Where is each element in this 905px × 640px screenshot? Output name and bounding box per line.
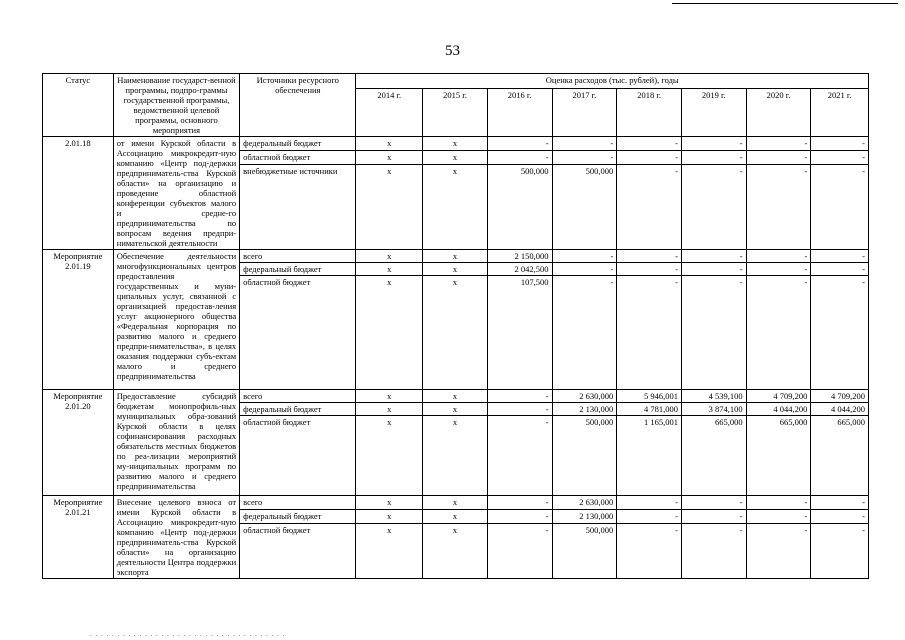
value-cell: 4 044,200 (746, 403, 811, 416)
value-cell: - (746, 510, 811, 524)
value-cell: x (423, 276, 488, 390)
value-cell: x (356, 416, 423, 496)
value-cell: x (356, 276, 423, 390)
source-cell: всего (240, 250, 356, 263)
value-cell: x (356, 390, 423, 403)
value-cell: - (617, 164, 682, 249)
source-cell: областной бюджет (240, 416, 356, 496)
value-cell: - (681, 510, 746, 524)
value-cell: x (423, 150, 488, 164)
value-cell: 2 630,000 (552, 496, 617, 510)
value-cell: - (681, 164, 746, 249)
status-cell: Мероприятие 2.01.19 (43, 250, 114, 390)
year-header: 2021 г. (811, 89, 869, 137)
value-cell: 500,000 (552, 164, 617, 249)
value-cell: - (617, 263, 682, 276)
value-cell: - (552, 276, 617, 390)
value-cell: x (356, 510, 423, 524)
measure-name-cell: Обеспечение деятельности многофункциональных центров предоставления государственных и муни-ципальных услуг, связанной с организацией предостав-ления услуг акционерного общества «Федеральная корпорация по развитию малого и среднего предпри-нимательства», в целях оказания поддержки субъ-ектам малого и среднего предпринимательства (113, 250, 239, 390)
table-row (43, 250, 869, 263)
value-cell: 500,000 (487, 164, 552, 249)
top-rule (672, 3, 898, 4)
value-cell: x (423, 390, 488, 403)
value-cell: x (356, 403, 423, 416)
name-header: Наименование государст-венной программы, подпро-граммы государственной программы, ведомственной целевой программы, основного мероприятия (113, 74, 239, 137)
value-cell: - (552, 137, 617, 151)
year-header: 2017 г. (552, 89, 617, 137)
value-cell: - (487, 137, 552, 151)
value-cell: - (617, 150, 682, 164)
value-cell: - (811, 496, 869, 510)
value-cell: - (487, 496, 552, 510)
value-cell: 2 630,000 (552, 390, 617, 403)
scan-artifact: . . . . . . . . . . . . . . . . . . . . . . . . . . . . . . . . . . . . (90, 630, 286, 638)
value-cell: x (423, 416, 488, 496)
source-cell: внебюджетные источники (240, 164, 356, 249)
year-header: 2020 г. (746, 89, 811, 137)
value-cell: 2 130,000 (552, 403, 617, 416)
value-cell: x (356, 137, 423, 151)
budget-table (42, 73, 869, 579)
value-cell: 1 165,001 (617, 416, 682, 496)
source-cell: федеральный бюджет (240, 510, 356, 524)
value-cell: x (423, 137, 488, 151)
value-cell: - (617, 276, 682, 390)
value-cell: - (811, 276, 869, 390)
source-cell: областной бюджет (240, 524, 356, 579)
value-cell: - (681, 250, 746, 263)
table-row (43, 137, 869, 151)
value-cell: - (811, 510, 869, 524)
value-cell: 665,000 (681, 416, 746, 496)
status-header: Статус (43, 74, 114, 137)
value-cell: 665,000 (811, 416, 869, 496)
value-cell: - (746, 250, 811, 263)
value-cell: x (356, 150, 423, 164)
value-cell: 4 044,200 (811, 403, 869, 416)
value-cell: - (487, 150, 552, 164)
value-cell: - (487, 416, 552, 496)
measure-name-cell: Предоставление субсидий бюджетам монопрофиль-ных муниципальных обра-зований Курской области в целях софинансирования расходных обязательств местных бюджетов по реа-лизации мероприятий му-ниципальных программ по развитию малого и среднего предпринимательства (113, 390, 239, 496)
sources-header: Источники ресурсного обеспечения (240, 74, 356, 137)
source-cell: федеральный бюджет (240, 403, 356, 416)
header-row (43, 74, 869, 89)
value-cell: 4 781,000 (617, 403, 682, 416)
value-cell: x (356, 250, 423, 263)
value-cell: x (356, 496, 423, 510)
value-cell: x (356, 164, 423, 249)
value-cell: - (617, 496, 682, 510)
value-cell: 4 709,200 (811, 390, 869, 403)
value-cell: - (811, 150, 869, 164)
value-cell: x (356, 524, 423, 579)
value-cell: - (746, 150, 811, 164)
value-cell: 500,000 (552, 416, 617, 496)
year-header: 2019 г. (681, 89, 746, 137)
source-cell: областной бюджет (240, 276, 356, 390)
year-header: 2016 г. (487, 89, 552, 137)
source-cell: областной бюджет (240, 150, 356, 164)
value-cell: - (617, 524, 682, 579)
value-cell: - (811, 250, 869, 263)
page-number: 53 (445, 43, 460, 59)
table-row (43, 496, 869, 510)
source-cell: федеральный бюджет (240, 263, 356, 276)
value-cell: 107,500 (487, 276, 552, 390)
value-cell: x (423, 496, 488, 510)
value-cell: - (552, 250, 617, 263)
value-cell: - (487, 403, 552, 416)
value-cell: - (746, 164, 811, 249)
value-cell: x (423, 510, 488, 524)
value-cell: - (681, 137, 746, 151)
value-cell: - (487, 390, 552, 403)
value-cell: 5 946,001 (617, 390, 682, 403)
value-cell: - (552, 263, 617, 276)
value-cell: - (681, 263, 746, 276)
table-row (43, 390, 869, 403)
value-cell: - (617, 137, 682, 151)
value-cell: - (617, 250, 682, 263)
value-cell: - (617, 510, 682, 524)
value-cell: - (746, 137, 811, 151)
value-cell: 4 539,100 (681, 390, 746, 403)
value-cell: - (681, 496, 746, 510)
status-cell: Мероприятие 2.01.20 (43, 390, 114, 496)
value-cell: x (423, 524, 488, 579)
value-cell: - (811, 524, 869, 579)
value-cell: x (356, 263, 423, 276)
status-cell: Мероприятие 2.01.21 (43, 496, 114, 579)
value-cell: 665,000 (746, 416, 811, 496)
value-cell: - (681, 276, 746, 390)
value-cell: - (811, 263, 869, 276)
value-cell: 2 130,000 (552, 510, 617, 524)
measure-name-cell: от имени Курской области в Ассоциацию микрокредит-ную компанию «Центр под-держки предприниматель-ства Курской области» на организацию и проведение областной конференции субъектов малого и средне-го предпринимательства по вопросам ведения предпри-нимательской деятельности (113, 137, 239, 250)
source-cell: всего (240, 496, 356, 510)
table-body (43, 137, 869, 579)
value-cell: - (552, 150, 617, 164)
value-cell: - (811, 137, 869, 151)
value-cell: - (746, 496, 811, 510)
value-cell: 3 874,100 (681, 403, 746, 416)
value-cell: 2 042,500 (487, 263, 552, 276)
year-header: 2015 г. (423, 89, 488, 137)
value-cell: - (746, 524, 811, 579)
value-cell: x (423, 250, 488, 263)
value-cell: x (423, 403, 488, 416)
value-cell: - (681, 150, 746, 164)
measure-name-cell: Внесение целевого взноса от имени Курской области в Ассоциацию микрокредит-ную компанию «Центр под-держки предприниматель-ства Курской области» на организацию деятельности Центра поддержки экспорта (113, 496, 239, 579)
value-cell: 2 150,000 (487, 250, 552, 263)
value-cell: x (423, 263, 488, 276)
year-header: 2014 г. (356, 89, 423, 137)
value-cell: - (811, 164, 869, 249)
value-cell: 500,000 (552, 524, 617, 579)
value-cell: x (423, 164, 488, 249)
value-cell: - (746, 276, 811, 390)
source-cell: всего (240, 390, 356, 403)
value-cell: - (681, 524, 746, 579)
value-cell: - (487, 510, 552, 524)
status-cell: 2.01.18 (43, 137, 114, 250)
value-cell: 4 709,200 (746, 390, 811, 403)
source-cell: федеральный бюджет (240, 137, 356, 151)
year-header: 2018 г. (617, 89, 682, 137)
estimate-header: Оценка расходов (тыс. рублей), годы (356, 74, 869, 89)
value-cell: - (487, 524, 552, 579)
value-cell: - (746, 263, 811, 276)
